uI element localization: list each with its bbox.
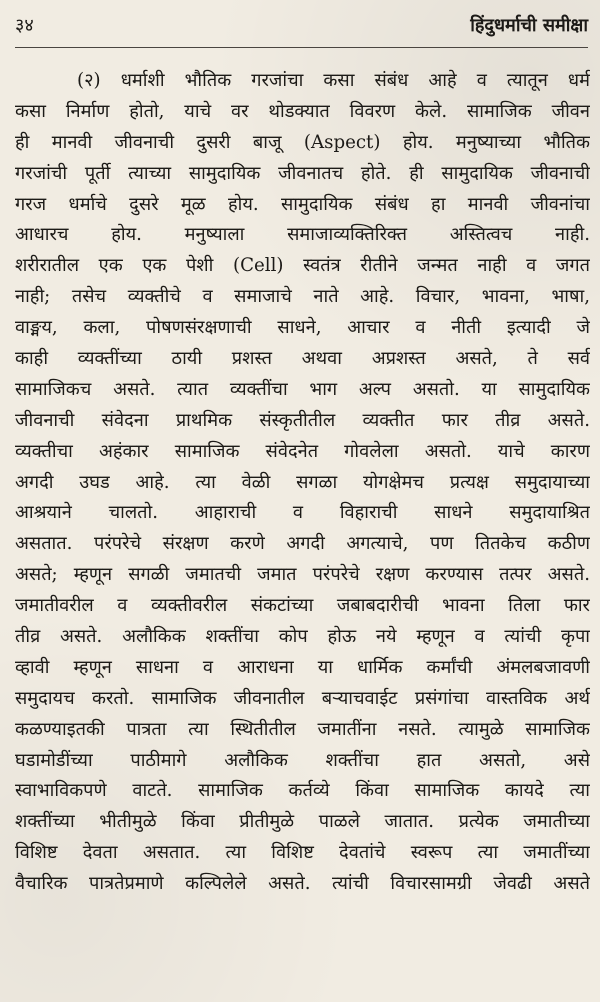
text-line: गरजांची पूर्ती त्याच्या सामुदायिक जीवनातच होते. ही सामुदायिक जीवनाची bbox=[15, 162, 590, 184]
header-rule bbox=[15, 47, 588, 48]
text-line: समुदायच करतो. सामाजिक जीवनातील बऱ्याचवाईट प्रसंगांचा वास्तविक अर्थ bbox=[15, 687, 590, 709]
text-line: (२) धर्माशी भौतिक गरजांचा कसा संबंध आहे व त्यातून धर्म bbox=[77, 70, 590, 91]
text-line: कसा निर्माण होतो, याचे वर थोडक्यात विवरण केले. सामाजिक जीवन bbox=[15, 100, 590, 122]
text-line: व्हावी म्हणून साधना व आराधना या धार्मिक कर्मांची अंमलबजावणी bbox=[15, 656, 590, 678]
text-line: व्यक्तीचा अहंकार सामाजिक संवेदनेत गोवलेला असतो. याचे कारण bbox=[15, 440, 590, 462]
text-line: कळण्याइतकी पात्रता त्या स्थितीतील जमातींना नसते. त्यामुळे सामाजिक bbox=[15, 718, 590, 740]
text-line: नाही; तसेच व्यक्तीचे व समाजाचे नाते आहे. विचार, भावना, भाषा, bbox=[15, 286, 590, 308]
text-line: ही मानवी जीवनाची दुसरी बाजू (Aspect) होय. मनुष्याच्या भौतिक bbox=[15, 131, 590, 153]
text-line: स्वाभाविकपणे वाटते. सामाजिक कर्तव्ये किंवा सामाजिक कायदे त्या bbox=[15, 780, 590, 802]
text-line: असतात. परंपरेचे संरक्षण करणे अगदी अगत्याचे, पण तितकेच कठीण bbox=[15, 533, 590, 555]
body-paragraph bbox=[15, 66, 590, 900]
text-line: आधारच होय. मनुष्याला समाजाव्यक्तिरिक्त अस्तित्वच नाही. bbox=[15, 224, 590, 246]
text-line: वैचारिक पात्रतेप्रमाणे कल्पिलेले असते. त्यांची विचारसामग्री जेवढी असते bbox=[15, 873, 590, 895]
text-line: गरज धर्माचे दुसरे मूळ होय. सामुदायिक संबंध हा मानवी जीवनांचा bbox=[15, 193, 590, 215]
text-line: घडामोडींच्या पाठीमागे अलौकिक शक्तींचा हात असतो, असे bbox=[15, 749, 590, 771]
page-number: ३४ bbox=[15, 15, 34, 36]
running-title: हिंदुधर्माची समीक्षा bbox=[470, 15, 588, 36]
text-line: आश्रयाने चालतो. आहाराची व विहाराची साधने समुदायाश्रित bbox=[15, 502, 590, 524]
text-line: असते; म्हणून सगळी जमातची जमात परंपरेचे रक्षण करण्यास तत्पर असते. bbox=[15, 564, 590, 586]
text-line: अगदी उघड आहे. त्या वेळी सगळा योगक्षेमच प्रत्यक्ष समुदायाच्या bbox=[15, 471, 590, 493]
text-line: शक्तींच्या भीतीमुळे किंवा प्रीतीमुळे पाळले जातात. प्रत्येक जमातीच्या bbox=[15, 811, 590, 833]
text-line: काही व्यक्तींच्या ठायी प्रशस्त अथवा अप्रशस्त असते, ते सर्व bbox=[15, 348, 590, 370]
text-line: वाङ्मय, कला, पोषणसंरक्षणाची साधने, आचार व नीती इत्यादी जे bbox=[15, 317, 590, 339]
text-line: विशिष्ट देवता असतात. त्या विशिष्ट देवतांचे स्वरूप त्या जमातींच्या bbox=[15, 842, 590, 864]
page-header bbox=[15, 8, 588, 48]
text-line: सामाजिकच असते. त्यात व्यक्तींचा भाग अल्प असतो. या सामुदायिक bbox=[15, 378, 590, 400]
text-line: जीवनाची संवेदना प्राथमिक संस्कृतीतील व्यक्तीत फार तीव्र असते. bbox=[15, 409, 590, 431]
text-line: तीव्र असते. अलौकिक शक्तींचा कोप होऊ नये म्हणून व त्यांची कृपा bbox=[15, 626, 590, 648]
text-line: जमातीवरील व व्यक्तीवरील संकटांच्या जबाबदारीची भावना तिला फार bbox=[15, 595, 590, 617]
text-line: शरीरातील एक एक पेशी (Cell) स्वतंत्र रीतीने जन्मत नाही व जगत bbox=[15, 255, 590, 277]
